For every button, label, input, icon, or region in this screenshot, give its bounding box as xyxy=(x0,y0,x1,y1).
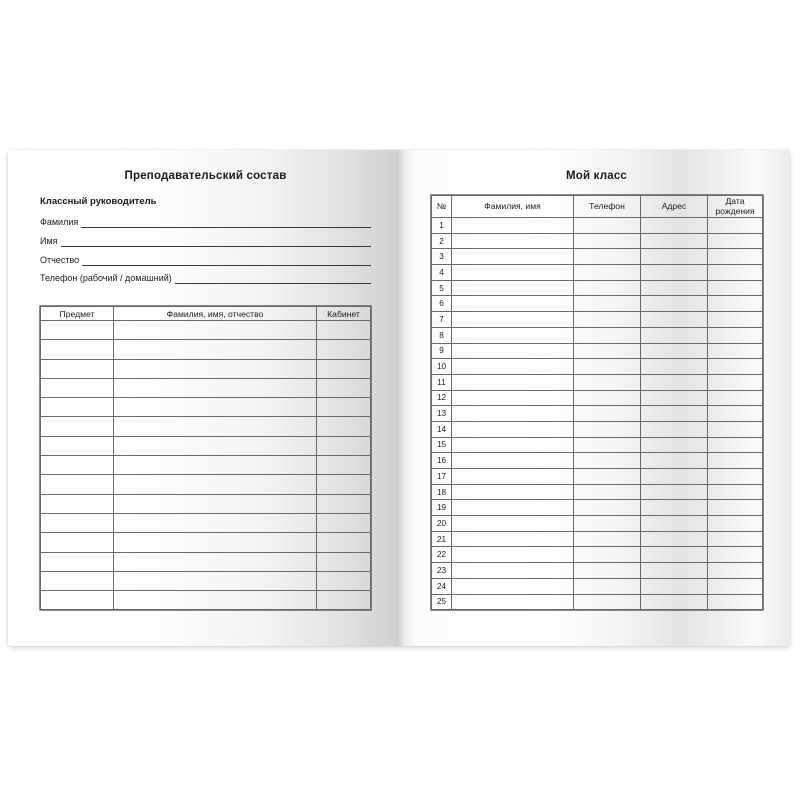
class-table-empty-cell xyxy=(708,249,763,265)
row-number: 23 xyxy=(432,563,452,579)
class-table-row xyxy=(432,312,763,328)
class-table-empty-cell xyxy=(452,484,574,500)
row-number: 22 xyxy=(432,547,452,563)
class-table-empty-cell xyxy=(641,547,708,563)
class-table-empty-cell xyxy=(452,312,574,328)
class-table-row xyxy=(432,280,763,296)
row-number: 6 xyxy=(432,296,452,312)
class-table-row xyxy=(432,390,763,406)
class-table-row xyxy=(432,327,763,343)
row-number: 13 xyxy=(432,406,452,422)
class-table-empty-cell xyxy=(641,374,708,390)
class-table-empty-cell xyxy=(641,437,708,453)
class-table-empty-cell xyxy=(574,547,641,563)
staff-table-empty-cell xyxy=(317,359,371,378)
class-table-empty-cell xyxy=(708,343,763,359)
class-table-empty-cell xyxy=(708,437,763,453)
staff-table-empty-cell xyxy=(317,533,371,552)
class-table-empty-cell xyxy=(708,469,763,485)
class-table-empty-cell xyxy=(574,265,641,281)
staff-table-row xyxy=(41,398,371,417)
staff-table-empty-cell xyxy=(114,591,317,610)
field-surname xyxy=(40,212,371,228)
class-table-empty-cell xyxy=(574,249,641,265)
class-table-empty-cell xyxy=(641,327,708,343)
staff-table-body xyxy=(41,321,371,610)
staff-table-empty-cell xyxy=(114,533,317,552)
field-patronymic xyxy=(40,250,371,266)
class-table-row xyxy=(432,594,763,610)
class-table-empty-cell xyxy=(708,390,763,406)
class-table-empty-cell xyxy=(574,233,641,249)
class-table-empty-cell xyxy=(574,374,641,390)
row-number: 3 xyxy=(432,249,452,265)
class-table-empty-cell xyxy=(641,406,708,422)
class-table-empty-cell xyxy=(574,327,641,343)
staff-table-empty-cell xyxy=(114,436,317,455)
class-table-empty-cell xyxy=(641,453,708,469)
staff-table-row xyxy=(41,494,371,513)
class-table-empty-cell xyxy=(708,406,763,422)
diary-open-spread xyxy=(8,150,790,646)
class-header-birth-date: Дата рождения xyxy=(708,196,763,218)
class-table-empty-cell xyxy=(452,265,574,281)
class-table-empty-cell xyxy=(574,359,641,375)
class-table-empty-cell xyxy=(574,437,641,453)
class-table-empty-cell xyxy=(452,500,574,516)
field-phone xyxy=(40,268,371,284)
class-table-empty-cell xyxy=(641,469,708,485)
field-patronymic-blank-line xyxy=(82,253,371,266)
class-table-empty-cell xyxy=(641,233,708,249)
staff-table-empty-cell xyxy=(41,378,114,397)
class-table-empty-cell xyxy=(574,469,641,485)
class-table-empty-cell xyxy=(641,218,708,234)
row-number: 12 xyxy=(432,390,452,406)
class-table-header-row xyxy=(432,196,763,218)
class-table-empty-cell xyxy=(452,280,574,296)
staff-table-empty-cell xyxy=(41,340,114,359)
class-table-empty-cell xyxy=(574,421,641,437)
row-number: 1 xyxy=(432,218,452,234)
class-table-empty-cell xyxy=(574,500,641,516)
class-table-empty-cell xyxy=(708,484,763,500)
staff-table-empty-cell xyxy=(114,359,317,378)
class-table-row xyxy=(432,265,763,281)
class-header-name: Фамилия, имя xyxy=(452,196,574,218)
row-number: 15 xyxy=(432,437,452,453)
class-header-address: Адрес xyxy=(641,196,708,218)
row-number: 25 xyxy=(432,594,452,610)
staff-table-row xyxy=(41,475,371,494)
class-table-empty-cell xyxy=(452,453,574,469)
staff-table-empty-cell xyxy=(114,513,317,532)
class-table-row xyxy=(432,421,763,437)
staff-table-empty-cell xyxy=(114,494,317,513)
class-table-empty-cell xyxy=(574,406,641,422)
staff-table-empty-cell xyxy=(317,552,371,571)
row-number: 10 xyxy=(432,359,452,375)
class-table-empty-cell xyxy=(708,421,763,437)
class-table-row xyxy=(432,578,763,594)
class-table xyxy=(431,195,763,610)
staff-table-row xyxy=(41,513,371,532)
class-table-empty-cell xyxy=(641,594,708,610)
class-table-empty-cell xyxy=(641,531,708,547)
field-surname-label: Фамилия xyxy=(40,217,79,227)
class-table-empty-cell xyxy=(708,265,763,281)
class-table-row xyxy=(432,516,763,532)
class-table-empty-cell xyxy=(574,296,641,312)
class-table-empty-cell xyxy=(641,343,708,359)
class-table-empty-cell xyxy=(708,233,763,249)
class-table-empty-cell xyxy=(641,578,708,594)
staff-table-empty-cell xyxy=(114,321,317,340)
class-table-empty-cell xyxy=(708,500,763,516)
staff-table-empty-cell xyxy=(317,398,371,417)
class-table-empty-cell xyxy=(641,265,708,281)
staff-table-empty-cell xyxy=(41,436,114,455)
class-table-empty-cell xyxy=(574,453,641,469)
row-number: 4 xyxy=(432,265,452,281)
row-number: 18 xyxy=(432,484,452,500)
staff-table-header-row xyxy=(41,307,371,321)
staff-table-empty-cell xyxy=(41,513,114,532)
class-table-row xyxy=(432,531,763,547)
field-first-name xyxy=(40,231,371,247)
class-table-row xyxy=(432,547,763,563)
staff-table-empty-cell xyxy=(317,513,371,532)
staff-header-full-name: Фамилия, имя, отчество xyxy=(114,307,317,321)
row-number: 5 xyxy=(432,280,452,296)
staff-table-row xyxy=(41,552,371,571)
class-table-empty-cell xyxy=(708,516,763,532)
staff-table-row xyxy=(41,436,371,455)
row-number: 19 xyxy=(432,500,452,516)
class-table-row xyxy=(432,453,763,469)
row-number: 14 xyxy=(432,421,452,437)
class-table-empty-cell xyxy=(452,563,574,579)
class-table-empty-cell xyxy=(708,359,763,375)
staff-table-empty-cell xyxy=(114,571,317,590)
class-table-row xyxy=(432,359,763,375)
class-table-empty-cell xyxy=(452,218,574,234)
class-table-empty-cell xyxy=(574,578,641,594)
field-first-name-label: Имя xyxy=(40,235,58,246)
class-table-empty-cell xyxy=(452,343,574,359)
class-teacher-fields xyxy=(40,212,371,287)
row-number: 17 xyxy=(432,469,452,485)
class-table-empty-cell xyxy=(574,343,641,359)
class-header-phone: Телефон xyxy=(574,196,641,218)
class-table-empty-cell xyxy=(574,516,641,532)
class-table-row xyxy=(432,469,763,485)
staff-table-empty-cell xyxy=(41,456,114,475)
staff-table-empty-cell xyxy=(41,591,114,610)
class-table-empty-cell xyxy=(708,218,763,234)
staff-table-empty-cell xyxy=(317,475,371,494)
class-table-empty-cell xyxy=(574,218,641,234)
staff-table-row xyxy=(41,591,371,610)
row-number: 20 xyxy=(432,516,452,532)
class-table-row xyxy=(432,233,763,249)
class-table-empty-cell xyxy=(641,312,708,328)
class-table-row xyxy=(432,343,763,359)
class-table-row xyxy=(432,374,763,390)
staff-table-empty-cell xyxy=(317,340,371,359)
row-number: 24 xyxy=(432,578,452,594)
class-table-empty-cell xyxy=(708,594,763,610)
row-number: 2 xyxy=(432,233,452,249)
class-table-row xyxy=(432,563,763,579)
staff-table-row xyxy=(41,359,371,378)
staff-table-empty-cell xyxy=(317,591,371,610)
class-table-empty-cell xyxy=(452,359,574,375)
class-table-empty-cell xyxy=(641,296,708,312)
staff-table-row xyxy=(41,456,371,475)
class-table-row xyxy=(432,249,763,265)
staff-table-empty-cell xyxy=(41,571,114,590)
row-number: 21 xyxy=(432,531,452,547)
class-table-empty-cell xyxy=(452,437,574,453)
staff-table-empty-cell xyxy=(41,475,114,494)
row-number: 11 xyxy=(432,374,452,390)
class-table-empty-cell xyxy=(708,280,763,296)
class-table-empty-cell xyxy=(574,390,641,406)
staff-table-empty-cell xyxy=(317,321,371,340)
staff-table-row xyxy=(41,533,371,552)
class-table-empty-cell xyxy=(452,406,574,422)
class-table-empty-cell xyxy=(452,547,574,563)
class-table-empty-cell xyxy=(452,469,574,485)
class-table-empty-cell xyxy=(641,359,708,375)
class-table-empty-cell xyxy=(452,327,574,343)
class-table-empty-cell xyxy=(452,233,574,249)
class-table-body xyxy=(432,218,763,610)
left-page-title: Преподавательский состав xyxy=(124,170,287,182)
class-table-empty-cell xyxy=(452,578,574,594)
staff-table-empty-cell xyxy=(41,533,114,552)
field-phone-blank-line xyxy=(175,271,371,284)
class-table-empty-cell xyxy=(641,500,708,516)
class-table-empty-cell xyxy=(641,563,708,579)
field-patronymic-label: Отчество xyxy=(40,254,80,265)
class-table-row xyxy=(432,437,763,453)
field-phone-label: Телефон (рабочий / домашний) xyxy=(40,273,172,284)
row-number: 7 xyxy=(432,312,452,328)
staff-table-empty-cell xyxy=(317,456,371,475)
class-table-empty-cell xyxy=(708,453,763,469)
class-table-empty-cell xyxy=(574,280,641,296)
staff-header-room: Кабинет xyxy=(317,307,371,321)
staff-table-row xyxy=(41,340,371,359)
staff-table xyxy=(40,306,371,610)
class-table-empty-cell xyxy=(641,516,708,532)
class-teacher-heading: Классный руководитель xyxy=(40,196,157,207)
staff-table-empty-cell xyxy=(317,571,371,590)
class-table-empty-cell xyxy=(574,484,641,500)
staff-table-empty-cell xyxy=(41,398,114,417)
page-teaching-staff xyxy=(8,150,397,646)
staff-table-empty-cell xyxy=(41,321,114,340)
class-table-row xyxy=(432,500,763,516)
class-table-empty-cell xyxy=(452,374,574,390)
class-table-empty-cell xyxy=(708,547,763,563)
class-table-empty-cell xyxy=(708,374,763,390)
staff-table-empty-cell xyxy=(114,456,317,475)
page-my-class xyxy=(397,150,790,646)
class-table-empty-cell xyxy=(708,327,763,343)
class-table-empty-cell xyxy=(708,563,763,579)
staff-table-empty-cell xyxy=(114,398,317,417)
row-number: 9 xyxy=(432,343,452,359)
staff-table-empty-cell xyxy=(114,378,317,397)
class-table-empty-cell xyxy=(641,484,708,500)
class-table-empty-cell xyxy=(452,249,574,265)
staff-header-subject: Предмет xyxy=(41,307,114,321)
class-table-row xyxy=(432,218,763,234)
class-table-empty-cell xyxy=(641,280,708,296)
class-table-empty-cell xyxy=(452,421,574,437)
staff-table-row xyxy=(41,378,371,397)
class-table-empty-cell xyxy=(641,390,708,406)
staff-table-empty-cell xyxy=(114,417,317,436)
staff-table-row xyxy=(41,321,371,340)
field-surname-blank-line xyxy=(81,215,371,228)
class-table-empty-cell xyxy=(708,296,763,312)
class-table-empty-cell xyxy=(641,249,708,265)
class-table-empty-cell xyxy=(452,296,574,312)
class-table-empty-cell xyxy=(574,531,641,547)
staff-table-empty-cell xyxy=(317,494,371,513)
class-table-empty-cell xyxy=(452,531,574,547)
staff-table-row xyxy=(41,571,371,590)
staff-table-empty-cell xyxy=(114,552,317,571)
staff-table-empty-cell xyxy=(114,340,317,359)
class-table-empty-cell xyxy=(574,312,641,328)
class-table-row xyxy=(432,296,763,312)
staff-table-empty-cell xyxy=(41,359,114,378)
class-table-empty-cell xyxy=(452,594,574,610)
class-table-empty-cell xyxy=(641,421,708,437)
row-number: 16 xyxy=(432,453,452,469)
class-header-number: № xyxy=(432,196,452,218)
staff-table-empty-cell xyxy=(41,494,114,513)
right-page-title: Мой класс xyxy=(565,170,628,182)
class-table-empty-cell xyxy=(452,390,574,406)
class-table-row xyxy=(432,406,763,422)
staff-table-empty-cell xyxy=(317,436,371,455)
staff-table-empty-cell xyxy=(317,417,371,436)
staff-table-empty-cell xyxy=(114,475,317,494)
staff-table-row xyxy=(41,417,371,436)
class-table-row xyxy=(432,484,763,500)
class-table-empty-cell xyxy=(574,594,641,610)
row-number: 8 xyxy=(432,327,452,343)
class-table-empty-cell xyxy=(574,563,641,579)
class-table-empty-cell xyxy=(708,578,763,594)
staff-table-empty-cell xyxy=(41,417,114,436)
staff-table-empty-cell xyxy=(317,378,371,397)
class-table-empty-cell xyxy=(452,516,574,532)
class-table-empty-cell xyxy=(708,531,763,547)
field-first-name-blank-line xyxy=(61,234,371,247)
staff-table-empty-cell xyxy=(41,552,114,571)
class-table-empty-cell xyxy=(708,312,763,328)
